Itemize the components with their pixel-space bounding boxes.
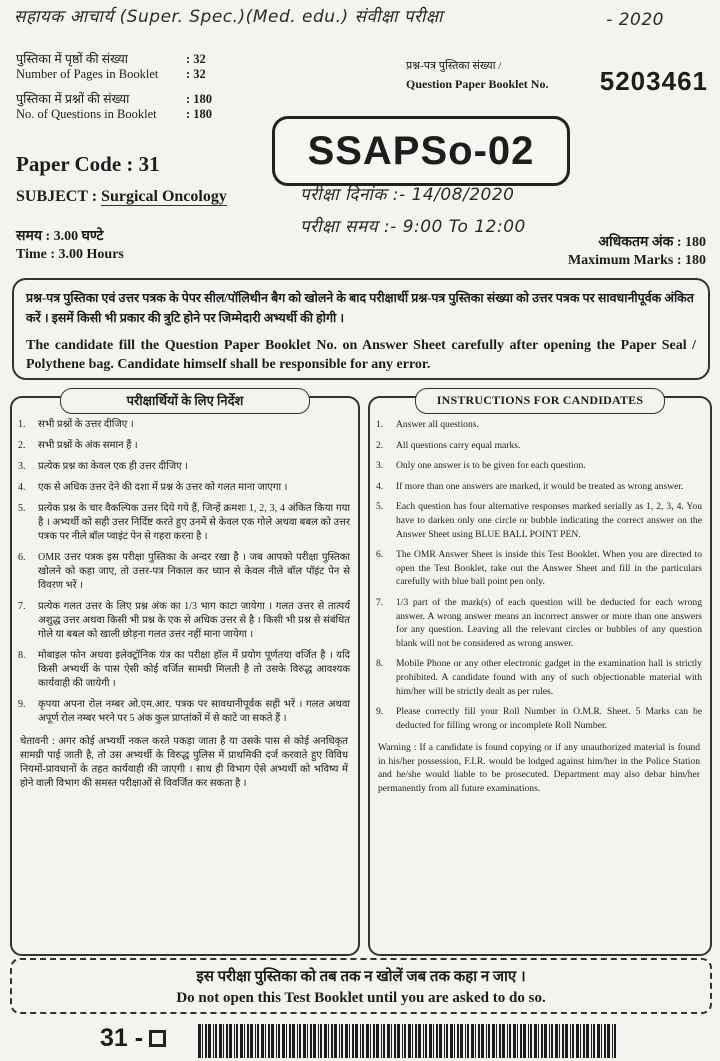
- barcode-bar: [219, 1024, 222, 1058]
- barcode-bar: [276, 1024, 277, 1058]
- barcode-bar: [261, 1024, 264, 1058]
- warning-hi: चेतावनी : अगर कोई अभ्यर्थी नकल करते पकड़ा जाता है या उसके पास से कोई अनधिकृत सामग्री पाई जाती है, तो उस अभ्यर्थी के विरुद्ध पुलिस में प्राथमिकी दर्ज करवाते हुए विविध नियमों-प्रावधानों के तहत कार्यवाही की जाएगी । साथ ही विभाग ऐसे अभ्यर्थी को भविष्य में होने वाली विभाग की समस्त परीक्षाओं से विवर्जित कर सकता है ।: [20, 736, 348, 789]
- barcode-bar: [247, 1024, 249, 1058]
- instruction-hi-item-number: 5.: [18, 503, 26, 514]
- instruction-en-item: [376, 705, 702, 732]
- questions-row-hi: [16, 92, 266, 107]
- instruction-en-item: [376, 418, 702, 432]
- barcode-bar: [278, 1024, 280, 1058]
- instruction-hi-item-text: OMR उत्तर पत्रक इस परीक्षा पुस्तिका के अन्दर रखा है । जब आपको परीक्षा पुस्तिका खोलने को कहा जाए, तो उत्तर-पत्र निकाल कर ध्यान से केवल नीले बॉल पॉइंट पेन से विवरण भरें ।: [38, 552, 350, 591]
- barcode-bar: [439, 1024, 442, 1058]
- handwritten-year: - 2020: [606, 10, 664, 30]
- handwritten-exam-date: परीक्षा दिनांक :- 14/08/2020: [300, 185, 515, 205]
- barcode-bar: [250, 1024, 253, 1058]
- barcode-bar: [465, 1024, 466, 1058]
- barcode-bar: [412, 1024, 413, 1058]
- questions-row-en: [16, 107, 266, 122]
- barcode-bar: [297, 1024, 298, 1058]
- subject-line: [16, 188, 227, 206]
- instruction-en-item-number: 4.: [376, 480, 384, 492]
- instruction-en-item: [376, 548, 702, 589]
- series-code-box: SSAPSo-02: [272, 116, 570, 186]
- barcode-bar: [289, 1024, 291, 1058]
- barcode-bar: [481, 1024, 484, 1058]
- booklet-no-label-en: Question Paper Booklet No.: [406, 77, 549, 91]
- barcode-bar: [457, 1024, 459, 1058]
- barcode-bar: [544, 1024, 547, 1058]
- barcode-bar: [433, 1024, 434, 1058]
- instruction-hi-item-text: सभी प्रश्नों के अंक समान हैं ।: [38, 440, 138, 451]
- barcode-bar: [292, 1024, 295, 1058]
- barcode-bar: [425, 1024, 427, 1058]
- barcode-bar: [404, 1024, 406, 1058]
- barcode-bar: [593, 1024, 595, 1058]
- barcode-bar: [576, 1024, 579, 1058]
- barcode-bar: [475, 1024, 476, 1058]
- barcode-bar: [444, 1024, 445, 1058]
- instruction-hi-item-number: 8.: [18, 650, 26, 661]
- barcode-bar: [349, 1024, 350, 1058]
- barcode-bar: [418, 1024, 421, 1058]
- barcode-bar: [240, 1024, 243, 1058]
- instruction-en-item-text: All questions carry equal marks.: [396, 439, 521, 451]
- instruction-hi-item: [18, 502, 350, 544]
- warning-en: Warning : If a candidate is found copying or if any unauthorized material is found in his/her possession, F.I.R. would be lodged against him/her in the Police Station and he/she would liable to be prosecuted. Department may also debar him/her permanently from all future examinations.: [378, 742, 700, 795]
- barcode-bar: [488, 1024, 490, 1058]
- instruction-hi-item-number: 6.: [18, 552, 26, 563]
- instruction-hi-item-text: प्रत्येक प्रश्न के चार वैकल्पिक उत्तर दिये गये हैं, जिन्हें क्रमशः 1, 2, 3, 4 अंकित किया गया है । अभ्यर्थी को सही उत्तर निर्दिष्ट करते हुए उनमें से केवल एक गोले अथवा बबल को उत्तर पत्रक पर नीले बॉल प्वाइंट पेन से गहरा करना है ।: [38, 503, 350, 542]
- pages-value-en: : 32: [186, 67, 206, 81]
- booklet-info: [16, 52, 266, 122]
- instruction-en-item: [376, 480, 702, 494]
- barcode-bar: [265, 1024, 266, 1058]
- barcode-bar: [234, 1024, 235, 1058]
- duration-hi: समय : 3.00 घण्टे: [16, 229, 104, 244]
- barcode-bar: [549, 1024, 550, 1058]
- barcode-bar: [513, 1024, 516, 1058]
- handwritten-title-text: सहायक आचार्य (Super. Spec.)(Med. edu.) संवीक्षा परीक्षा: [14, 7, 443, 27]
- booklet-no-label-hi: प्रश्न-पत्र पुस्तिका संख्या /: [406, 60, 502, 72]
- maximum-marks: [568, 234, 706, 270]
- barcode-bar: [450, 1024, 453, 1058]
- barcode-bar: [572, 1024, 574, 1058]
- instruction-hi-item-number: 7.: [18, 601, 26, 612]
- instruction-en-item-number: 5.: [376, 501, 384, 513]
- barcode-bar: [509, 1024, 511, 1058]
- subject-label: SUBJECT :: [16, 188, 98, 205]
- barcode-bar: [229, 1024, 232, 1058]
- instruction-en-item-text: Please correctly fill your Roll Number in O.M.R. Sheet. 5 Marks can be deducted for filling wrong or incomplete Roll Number.: [396, 706, 702, 731]
- instruction-en-item-text: If more than one answers are marked, it would be treated as wrong answer.: [396, 480, 684, 492]
- notice-en: The candidate fill the Question Paper Booklet No. on Answer Sheet carefully after opening the Paper Seal / Polythene bag. Candidate himself shall be responsible for any error.: [26, 338, 696, 372]
- notice-hi: प्रश्न-पत्र पुस्तिका एवं उत्तर पत्रक के पेपर सील/पॉलिथीन बैग को खोलने के बाद परीक्षार्थी प्रश्न-पत्र पुस्तिका संख्या को उत्तर पत्रक पर सावधानीपूर्वक अंकित करें । इसमें किसी भी प्रकार की त्रुटि होने पर जिम्मेदारी अभ्यर्थी की होगी ।: [26, 291, 694, 325]
- instruction-en-item-number: 1.: [376, 419, 384, 430]
- barcode-bar: [362, 1024, 364, 1058]
- subject-value: Surgical Oncology: [101, 188, 227, 205]
- barcode-bar: [580, 1024, 581, 1058]
- questions-value: : 180: [186, 92, 213, 106]
- exam-duration: [16, 228, 124, 264]
- barcode-bar: [591, 1024, 592, 1058]
- barcode-bar: [415, 1024, 417, 1058]
- instructions-panel-en: [368, 393, 712, 956]
- barcode-bar: [331, 1024, 333, 1058]
- booklet-number: 5203461: [599, 66, 708, 96]
- barcode-bar: [586, 1024, 589, 1058]
- instructions-title-hi: परीक्षार्थियों के लिए निर्देश: [60, 388, 310, 414]
- barcode-bar: [471, 1024, 474, 1058]
- barcode-bar: [313, 1024, 316, 1058]
- barcode-bar: [339, 1024, 340, 1058]
- barcode-bar: [355, 1024, 358, 1058]
- barcode-bar: [213, 1024, 214, 1058]
- instruction-en-item: [376, 459, 702, 473]
- barcode-bar: [499, 1024, 501, 1058]
- instruction-en-item-text: Answer all questions.: [396, 419, 479, 430]
- instruction-hi-item-number: 3.: [18, 461, 26, 472]
- barcode-bar: [528, 1024, 529, 1058]
- do-not-open-hi: इस परीक्षा पुस्तिका को तब तक न खोलें जब तक कहा न जाए ।: [196, 969, 526, 985]
- barcode-bar: [467, 1024, 469, 1058]
- questions-label-en: No. of Questions in Booklet: [16, 107, 157, 121]
- instruction-hi-item-text: एक से अधिक उत्तर देने की दशा में प्रश्न के उत्तर को गलत माना जाएगा ।: [38, 482, 288, 493]
- barcode-bar: [282, 1024, 285, 1058]
- barcode-bar: [360, 1024, 361, 1058]
- barcode-bar: [534, 1024, 537, 1058]
- barcode-bar: [460, 1024, 463, 1058]
- barcode-bar: [507, 1024, 508, 1058]
- barcode-bar: [601, 1024, 602, 1058]
- barcode-bar: [492, 1024, 495, 1058]
- barcode-bar: [423, 1024, 424, 1058]
- barcode-bar: [391, 1024, 392, 1058]
- barcode-bar: [555, 1024, 558, 1058]
- barcode-bar: [328, 1024, 329, 1058]
- instruction-hi-item-text: सभी प्रश्नों के उत्तर दीजिए ।: [38, 419, 134, 430]
- questions-label-hi: पुस्तिका में प्रश्नों की संख्या: [16, 92, 130, 106]
- barcode-bar: [614, 1024, 616, 1058]
- barcode-bar: [198, 1024, 201, 1058]
- pages-row-en: [16, 67, 266, 82]
- barcode-bar: [376, 1024, 379, 1058]
- barcode-bar: [520, 1024, 522, 1058]
- barcode-bar: [381, 1024, 382, 1058]
- barcode-bar: [226, 1024, 228, 1058]
- barcode-bar: [244, 1024, 245, 1058]
- barcode-bar: [517, 1024, 518, 1058]
- barcode-bar: [523, 1024, 526, 1058]
- instruction-hi-item-text: प्रत्येक प्रश्न का केवल एक ही उत्तर दीजिए ।: [38, 461, 188, 472]
- barcode-bar: [208, 1024, 211, 1058]
- instruction-en-item-number: 9.: [376, 706, 384, 718]
- barcode-bar: [223, 1024, 224, 1058]
- instructions-list-en: [370, 414, 710, 732]
- barcode-bar: [345, 1024, 348, 1058]
- barcode-bar: [551, 1024, 553, 1058]
- barcode-bar: [541, 1024, 543, 1058]
- barcode-bar: [324, 1024, 327, 1058]
- barcode-bar: [559, 1024, 560, 1058]
- barcode-bar: [320, 1024, 322, 1058]
- barcode-bar: [286, 1024, 287, 1058]
- question-paper-booklet-info: [406, 58, 716, 96]
- barcode-bar: [387, 1024, 390, 1058]
- footer-code-text: 31 -: [100, 1024, 144, 1052]
- barcode-bar: [583, 1024, 585, 1058]
- instruction-hi-item-text: मोबाइल फोन अथवा इलेक्ट्रॉनिक यंत्र का परीक्षा हॉल में प्रयोग पूर्णतया वर्जित है । यदि किसी अभ्यर्थी के पास ऐसी कोई वर्जित सामग्री मिलती है तो उसके विरुद्ध आवश्यक कार्यवाही की जायेगी ।: [38, 650, 350, 689]
- instruction-hi-item-text: प्रत्येक गलत उत्तर के लिए प्रश्न अंक का 1/3 भाग काटा जायेगा । गलत उत्तर से तात्पर्य अशुद्ध उत्तर अथवा किसी भी प्रश्न के एक से अधिक उत्तर से है । किसी भी प्रश्न से संबंधित गोले या बबल को खाली छोड़ना गलत उत्तर नहीं माना जायेगा ।: [38, 601, 350, 640]
- paper-code: Paper Code : 31: [16, 152, 160, 176]
- instruction-hi-item: [18, 439, 350, 453]
- instruction-hi-item-number: 4.: [18, 482, 26, 493]
- barcode-bar: [215, 1024, 217, 1058]
- barcode-bar: [334, 1024, 337, 1058]
- barcode-bar: [429, 1024, 432, 1058]
- pages-row-hi: [16, 52, 266, 67]
- instruction-en-item-number: 8.: [376, 658, 384, 670]
- instruction-hi-item: [18, 649, 350, 691]
- instruction-en-item: [376, 657, 702, 698]
- barcode-bar: [565, 1024, 568, 1058]
- instruction-en-item-number: 3.: [376, 460, 384, 472]
- barcode: [198, 1024, 618, 1058]
- barcode-bar: [562, 1024, 564, 1058]
- barcode-bar: [202, 1024, 203, 1058]
- barcode-bar: [570, 1024, 571, 1058]
- barcode-bar: [530, 1024, 532, 1058]
- barcode-bar: [373, 1024, 375, 1058]
- handwritten-exam-time: परीक्षा समय :- 9:00 To 12:00: [300, 217, 526, 237]
- instruction-en-item-number: 6.: [376, 549, 384, 561]
- barcode-bar: [446, 1024, 448, 1058]
- do-not-open-en: Do not open this Test Booklet until you are asked to do so.: [176, 990, 546, 1006]
- pages-label-hi: पुस्तिका में पृष्ठों की संख्या: [16, 52, 128, 66]
- instruction-hi-item: [18, 481, 350, 495]
- barcode-bar: [394, 1024, 396, 1058]
- instruction-en-item-number: 2.: [376, 439, 384, 451]
- barcode-bar: [402, 1024, 403, 1058]
- barcode-bar: [383, 1024, 385, 1058]
- instruction-en-item-text: Each question has four alternative responses marked serially as 1, 2, 3, 4. You have to darken only one circle or bubble indicating the correct answer on the Answer Sheet using BLUE BALL POINT PEN.: [396, 501, 702, 540]
- instruction-en-item-text: The OMR Answer Sheet is inside this Test Booklet. When you are directed to open the Test Booklet, take out the Answer Sheet and fill in the particulars carefully with blue ball point pen only.: [396, 549, 702, 588]
- barcode-bar: [318, 1024, 319, 1058]
- barcode-bar: [303, 1024, 306, 1058]
- pages-value: : 32: [186, 52, 206, 66]
- barcode-bar: [496, 1024, 497, 1058]
- barcode-bar: [271, 1024, 274, 1058]
- barcode-bar: [612, 1024, 613, 1058]
- instruction-hi-item-number: 1.: [18, 419, 26, 430]
- questions-value-en: : 180: [186, 107, 213, 121]
- instruction-en-item-number: 7.: [376, 596, 384, 608]
- instruction-en-item: [376, 439, 702, 453]
- instruction-hi-item-number: 2.: [18, 440, 26, 451]
- barcode-bar: [502, 1024, 505, 1058]
- instruction-en-item-text: Only one answer is to be given for each question.: [396, 460, 586, 472]
- barcode-bar: [310, 1024, 312, 1058]
- instruction-en-item-text: Mobile Phone or any other electronic gadget in the examination hall is strictly prohibited. A candidate found with any of such objectionable material with him/her will be strictly dealt as per rules.: [396, 658, 702, 697]
- instruction-en-item-text: 1/3 part of the mark(s) of each question will be deducted for each wrong answer. A wrong answer means an incorrect answer or more than one answers for any question. Leaving all the relevant circles or bubbles of any question blank will not be considered as wrong answer.: [396, 596, 702, 649]
- barcode-bar: [454, 1024, 455, 1058]
- duration-en: Time : 3.00 Hours: [16, 247, 124, 262]
- barcode-bar: [436, 1024, 438, 1058]
- booklet-number-notice: [12, 278, 710, 380]
- instruction-hi-item-number: 9.: [18, 699, 26, 710]
- barcode-bar: [299, 1024, 301, 1058]
- instruction-hi-item: [18, 698, 350, 726]
- barcode-bar: [408, 1024, 411, 1058]
- barcode-bar: [341, 1024, 343, 1058]
- barcode-bar: [268, 1024, 270, 1058]
- instruction-hi-item: [18, 600, 350, 642]
- barcode-bar: [607, 1024, 610, 1058]
- barcode-bar: [366, 1024, 369, 1058]
- barcode-bar: [236, 1024, 238, 1058]
- instruction-en-item: [376, 596, 702, 650]
- barcode-bar: [604, 1024, 606, 1058]
- barcode-bar: [397, 1024, 400, 1058]
- instruction-hi-item: [18, 460, 350, 474]
- barcode-bar: [486, 1024, 487, 1058]
- barcode-bar: [352, 1024, 354, 1058]
- barcode-bar: [370, 1024, 371, 1058]
- handwritten-exam-title: [14, 4, 714, 30]
- instructions-title-en: INSTRUCTIONS FOR CANDIDATES: [415, 388, 665, 414]
- barcode-bar: [538, 1024, 539, 1058]
- instructions-list-hi: [12, 414, 358, 726]
- instruction-hi-item: [18, 551, 350, 593]
- instruction-en-item: [376, 500, 702, 541]
- marks-hi: अधिकतम अंक : 180: [598, 235, 706, 250]
- footer-square-mark: [149, 1030, 166, 1047]
- pages-label-en: Number of Pages in Booklet: [16, 67, 159, 81]
- barcode-bar: [205, 1024, 207, 1058]
- barcode-bar: [597, 1024, 600, 1058]
- instruction-hi-item-text: कृपया अपना रोल नम्बर ओ.एम.आर. पत्रक पर सावधानीपूर्वक सही भरें । गलत अथवा अपूर्ण रोल नम्बर भरने पर 5 अंक कुल प्राप्तांकों में से काटे जा सकते हैं ।: [38, 699, 350, 724]
- marks-en: Maximum Marks : 180: [567, 253, 706, 268]
- instruction-hi-item: [18, 418, 350, 432]
- barcode-bar: [255, 1024, 256, 1058]
- barcode-bar: [307, 1024, 308, 1058]
- page-footer-code: [100, 1024, 166, 1053]
- do-not-open-notice: [10, 958, 712, 1014]
- instructions-panel-hi: [10, 393, 360, 956]
- barcode-bar: [257, 1024, 259, 1058]
- barcode-bar: [478, 1024, 480, 1058]
